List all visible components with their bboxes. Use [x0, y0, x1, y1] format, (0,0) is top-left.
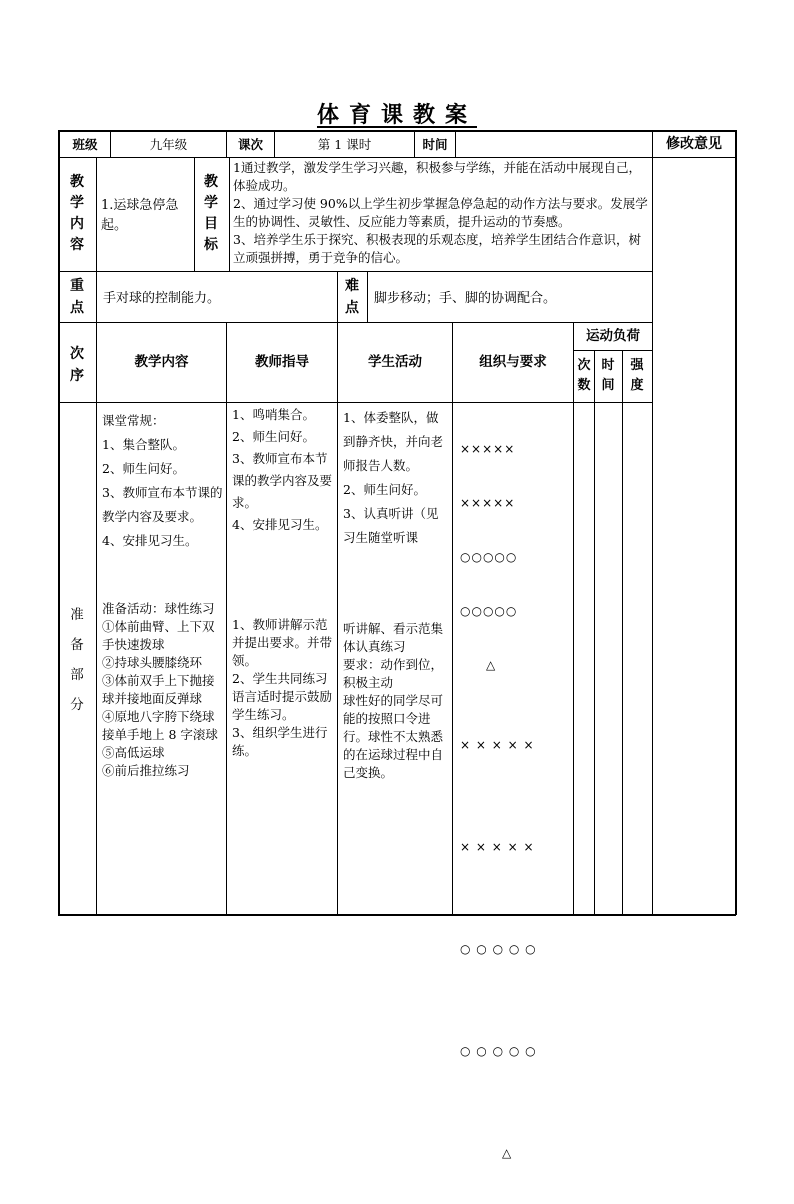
col-line	[226, 322, 227, 914]
col-line	[96, 271, 97, 322]
prep-content-routine	[102, 409, 224, 553]
formation-row: ○ ○ ○ ○ ○	[460, 1044, 537, 1058]
prep-guidance-warmup	[232, 616, 334, 760]
list-item: 3、组织学生进行练。	[232, 725, 328, 758]
teacher-marker: △	[502, 1146, 513, 1160]
list-item: ②持球头腰膝绕环	[102, 655, 203, 670]
col-line	[337, 271, 338, 322]
list-item: 要求：动作到位，积极主动	[343, 657, 444, 690]
row-line	[58, 157, 736, 158]
list-item: ③体前双手上下抛接球并接地面反弹球	[102, 673, 215, 706]
prep-guidance-routine	[232, 404, 334, 536]
row-line	[58, 271, 653, 272]
list-item: 3、教师宣布本节课的教学内容及要求。	[232, 451, 333, 510]
table-border-right	[735, 130, 737, 915]
col-line	[96, 157, 97, 271]
teaching-goals	[233, 159, 651, 267]
list-item: 4、安排见习生。	[102, 533, 198, 548]
list-item: 球性好的同学尽可能的按照口令进行。球性不太熟悉的在运球过程中自己变换。	[343, 693, 444, 780]
difficulty-value: 脚步移动；手、脚的协调配合。	[374, 291, 557, 306]
formation-diagram-2	[460, 660, 537, 1204]
class-label: 班级	[72, 136, 98, 152]
list-item-title: 准备活动：球性练习	[102, 601, 215, 616]
table-border-left	[58, 130, 60, 915]
row-line	[573, 350, 653, 351]
list-item: 课堂常规：	[102, 413, 165, 428]
formation-row: ×××××	[460, 442, 516, 456]
list-item: 2、学生共同练习语言适时提示鼓励学生练习。	[232, 671, 333, 722]
col-line	[652, 130, 653, 915]
list-item: 1、体委整队，做到静齐快，并向老师报告人数。	[343, 410, 444, 473]
list-item: 1、集合整队。	[102, 437, 185, 452]
list-item: ⑤高低运球	[102, 745, 165, 760]
list-item: 4、安排见习生。	[232, 517, 328, 532]
table-border-bottom	[58, 914, 736, 916]
col-line	[96, 322, 97, 914]
difficulty-label: 难点	[345, 278, 359, 316]
teaching-content-value: 1.运球急停急起。	[101, 198, 179, 233]
col-line	[622, 350, 623, 914]
key-point-label: 重点	[70, 278, 84, 316]
list-item: 2、师生问好。	[102, 461, 185, 476]
prep-content-warmup	[102, 600, 224, 780]
col-line	[229, 157, 230, 271]
key-point-value: 手对球的控制能力。	[103, 291, 221, 306]
col-header-count: 次数	[577, 358, 591, 393]
goal-item: 1通过教学，激发学生学习兴趣，积极参与学练，并能在活动中展现自己，体验成功。	[233, 160, 641, 193]
prep-activity-warmup	[343, 620, 449, 782]
col-line	[452, 322, 453, 914]
list-item: 3、认真听讲（见习生随堂听课	[343, 506, 439, 545]
col-line	[573, 322, 574, 914]
teacher-marker: △	[486, 658, 497, 672]
page-title: 体育课教案	[316, 102, 477, 128]
list-item: 1、鸣哨集合。	[232, 407, 315, 422]
lesson-label: 课次	[237, 136, 263, 152]
list-item: 3、教师宣布本节课的教学内容及要求。	[102, 485, 223, 524]
time-value	[456, 131, 652, 157]
col-header-content: 教学内容	[134, 354, 189, 370]
class-value: 九年级	[149, 136, 188, 152]
revision-label: 修改意见	[666, 135, 722, 152]
formation-row: ○○○○○	[460, 604, 518, 618]
list-item: 听讲解、看示范集体认真练习	[343, 621, 444, 654]
col-line	[337, 322, 338, 914]
goal-item: 3、培养学生乐于探究、积极表现的乐观态度，培养学生团结合作意识，树立顽强拼搏，勇于竞争的信心。	[233, 232, 641, 265]
goal-item: 2、通过学习使 90%以上学生初步掌握急停急起的动作方法与要求。发展学生的协调性、灵敏性、反应能力等素质，提升运动的节奏感。	[233, 196, 648, 229]
list-item: 2、师生问好。	[343, 482, 426, 497]
col-header-intensity: 强度	[630, 358, 644, 393]
list-item: ①体前曲臂、上下双手快速拨球	[102, 619, 215, 652]
col-header-duration: 时间	[601, 358, 615, 393]
col-header-order: 次序	[70, 346, 84, 384]
list-item: ⑥前后推拉练习	[102, 763, 190, 778]
col-line	[367, 271, 368, 322]
list-item: 1、教师讲解示范并提出要求。并带领。	[232, 617, 333, 668]
lesson-value: 第 1 课时	[317, 136, 372, 152]
formation-diagram-1	[460, 404, 517, 692]
formation-row: ○○○○○	[460, 550, 518, 564]
formation-row: × × × × ×	[460, 840, 535, 854]
section-label-prep: 准备部分	[70, 607, 84, 713]
formation-row: ×××××	[460, 496, 516, 510]
col-header-load: 运动负荷	[586, 328, 640, 344]
teaching-goals-label: 教学目标	[204, 174, 218, 253]
list-item: ④原地八字胯下绕球接单手地上 8 字滚球	[102, 709, 218, 742]
col-line	[194, 157, 195, 271]
formation-row: × × × × ×	[460, 738, 535, 752]
col-header-guidance: 教师指导	[255, 354, 309, 370]
formation-row: ○ ○ ○ ○ ○	[460, 942, 537, 956]
col-header-organization: 组织与要求	[479, 354, 547, 370]
time-label: 时间	[422, 136, 448, 152]
list-item: 2、师生问好。	[232, 429, 315, 444]
row-line	[58, 402, 653, 403]
teaching-content-label: 教学内容	[70, 174, 84, 253]
prep-activity-routine	[343, 406, 449, 550]
col-line	[594, 350, 595, 914]
col-header-activity: 学生活动	[368, 354, 422, 370]
